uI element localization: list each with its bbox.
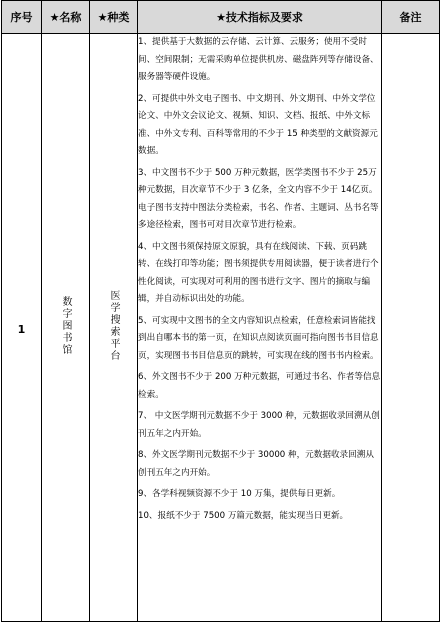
requirement-item: 5、可实现中文图书的全文内容知识点检索，任意检索词皆能找到出自哪本书的第一页，在知识点阅读页面可指向图书书目信息页，实现图书书目信息页的跳转，可实现在线的图书书内检索。 [138, 315, 379, 361]
requirement-item: 9、各学科视频资源不少于 10 万集，提供每日更新。 [138, 489, 341, 499]
requirement-item: 6、外文图书不少于 200 万种元数据，可通过书名、作者等信息检索。 [138, 372, 381, 400]
requirement-item: 2、可提供中外文电子图书、中文期刊、外文期刊、中外文学位论文、中外文会议论文、视频、知识、文档、报纸、中外文标准、中外文专利、百科等常用的不少于 15 种类型的文献资源元数据。 [138, 93, 378, 156]
requirement-item: 1、提供基于大数据的云存储、云计算、云服务；使用不受时间、空间限制；无需采购单位提供机房、磁盘阵列等存储设备、服务器等硬件设施。 [138, 37, 379, 82]
cell-note [382, 34, 440, 622]
seq-value: 1 [17, 323, 26, 336]
cell-kind [90, 34, 138, 622]
requirement-item: 8、外文医学期刊元数据不少于 30000 种，元数据收录回溯从创刊五年之内开始。 [138, 450, 374, 478]
requirement-item: 7、 中文医学期刊元数据不少于 3000 种，元数据收录回溯从创刊五年之内开始。 [138, 411, 380, 439]
cell-name [42, 34, 90, 622]
requirement-item: 3、中文图书不少于 500 万种元数据，医学类图书不少于 25万种元数据，目次章节不少于 3 亿条，全文内容不少于 14亿页。电子图书支持中图法分类检索，书名、作者、主题词、丛书名等多途径检索，图书可对目次章节进行检索。 [138, 167, 379, 230]
header-row [2, 1, 440, 34]
table-row [2, 34, 440, 622]
spec-table [1, 0, 440, 622]
header-kind: ★种类 [90, 1, 138, 34]
header-name: ★名称 [42, 1, 90, 34]
requirement-item: 4、中文图书须保持原文原貌，具有在线阅读、下载、页码跳转、在线打印等功能；图书须提供专用阅读器，便于读者进行个性化阅读，可实现对可利用的图书进行文字、图片的摘取与编辑，并自动标识出处的功能。 [138, 241, 379, 304]
kind-value: 医学搜索平台 [108, 289, 119, 362]
cell-seq [2, 34, 42, 622]
cell-requirements [138, 34, 382, 622]
header-seq: 序号 [2, 1, 42, 34]
requirement-item: 10、报纸不少于 7500 万篇元数据，能实现当日更新。 [138, 510, 349, 521]
header-requirements: ★技术指标及要求 [138, 1, 382, 34]
name-value: 数字图书馆 [60, 295, 71, 356]
header-note: 备注 [382, 1, 440, 34]
